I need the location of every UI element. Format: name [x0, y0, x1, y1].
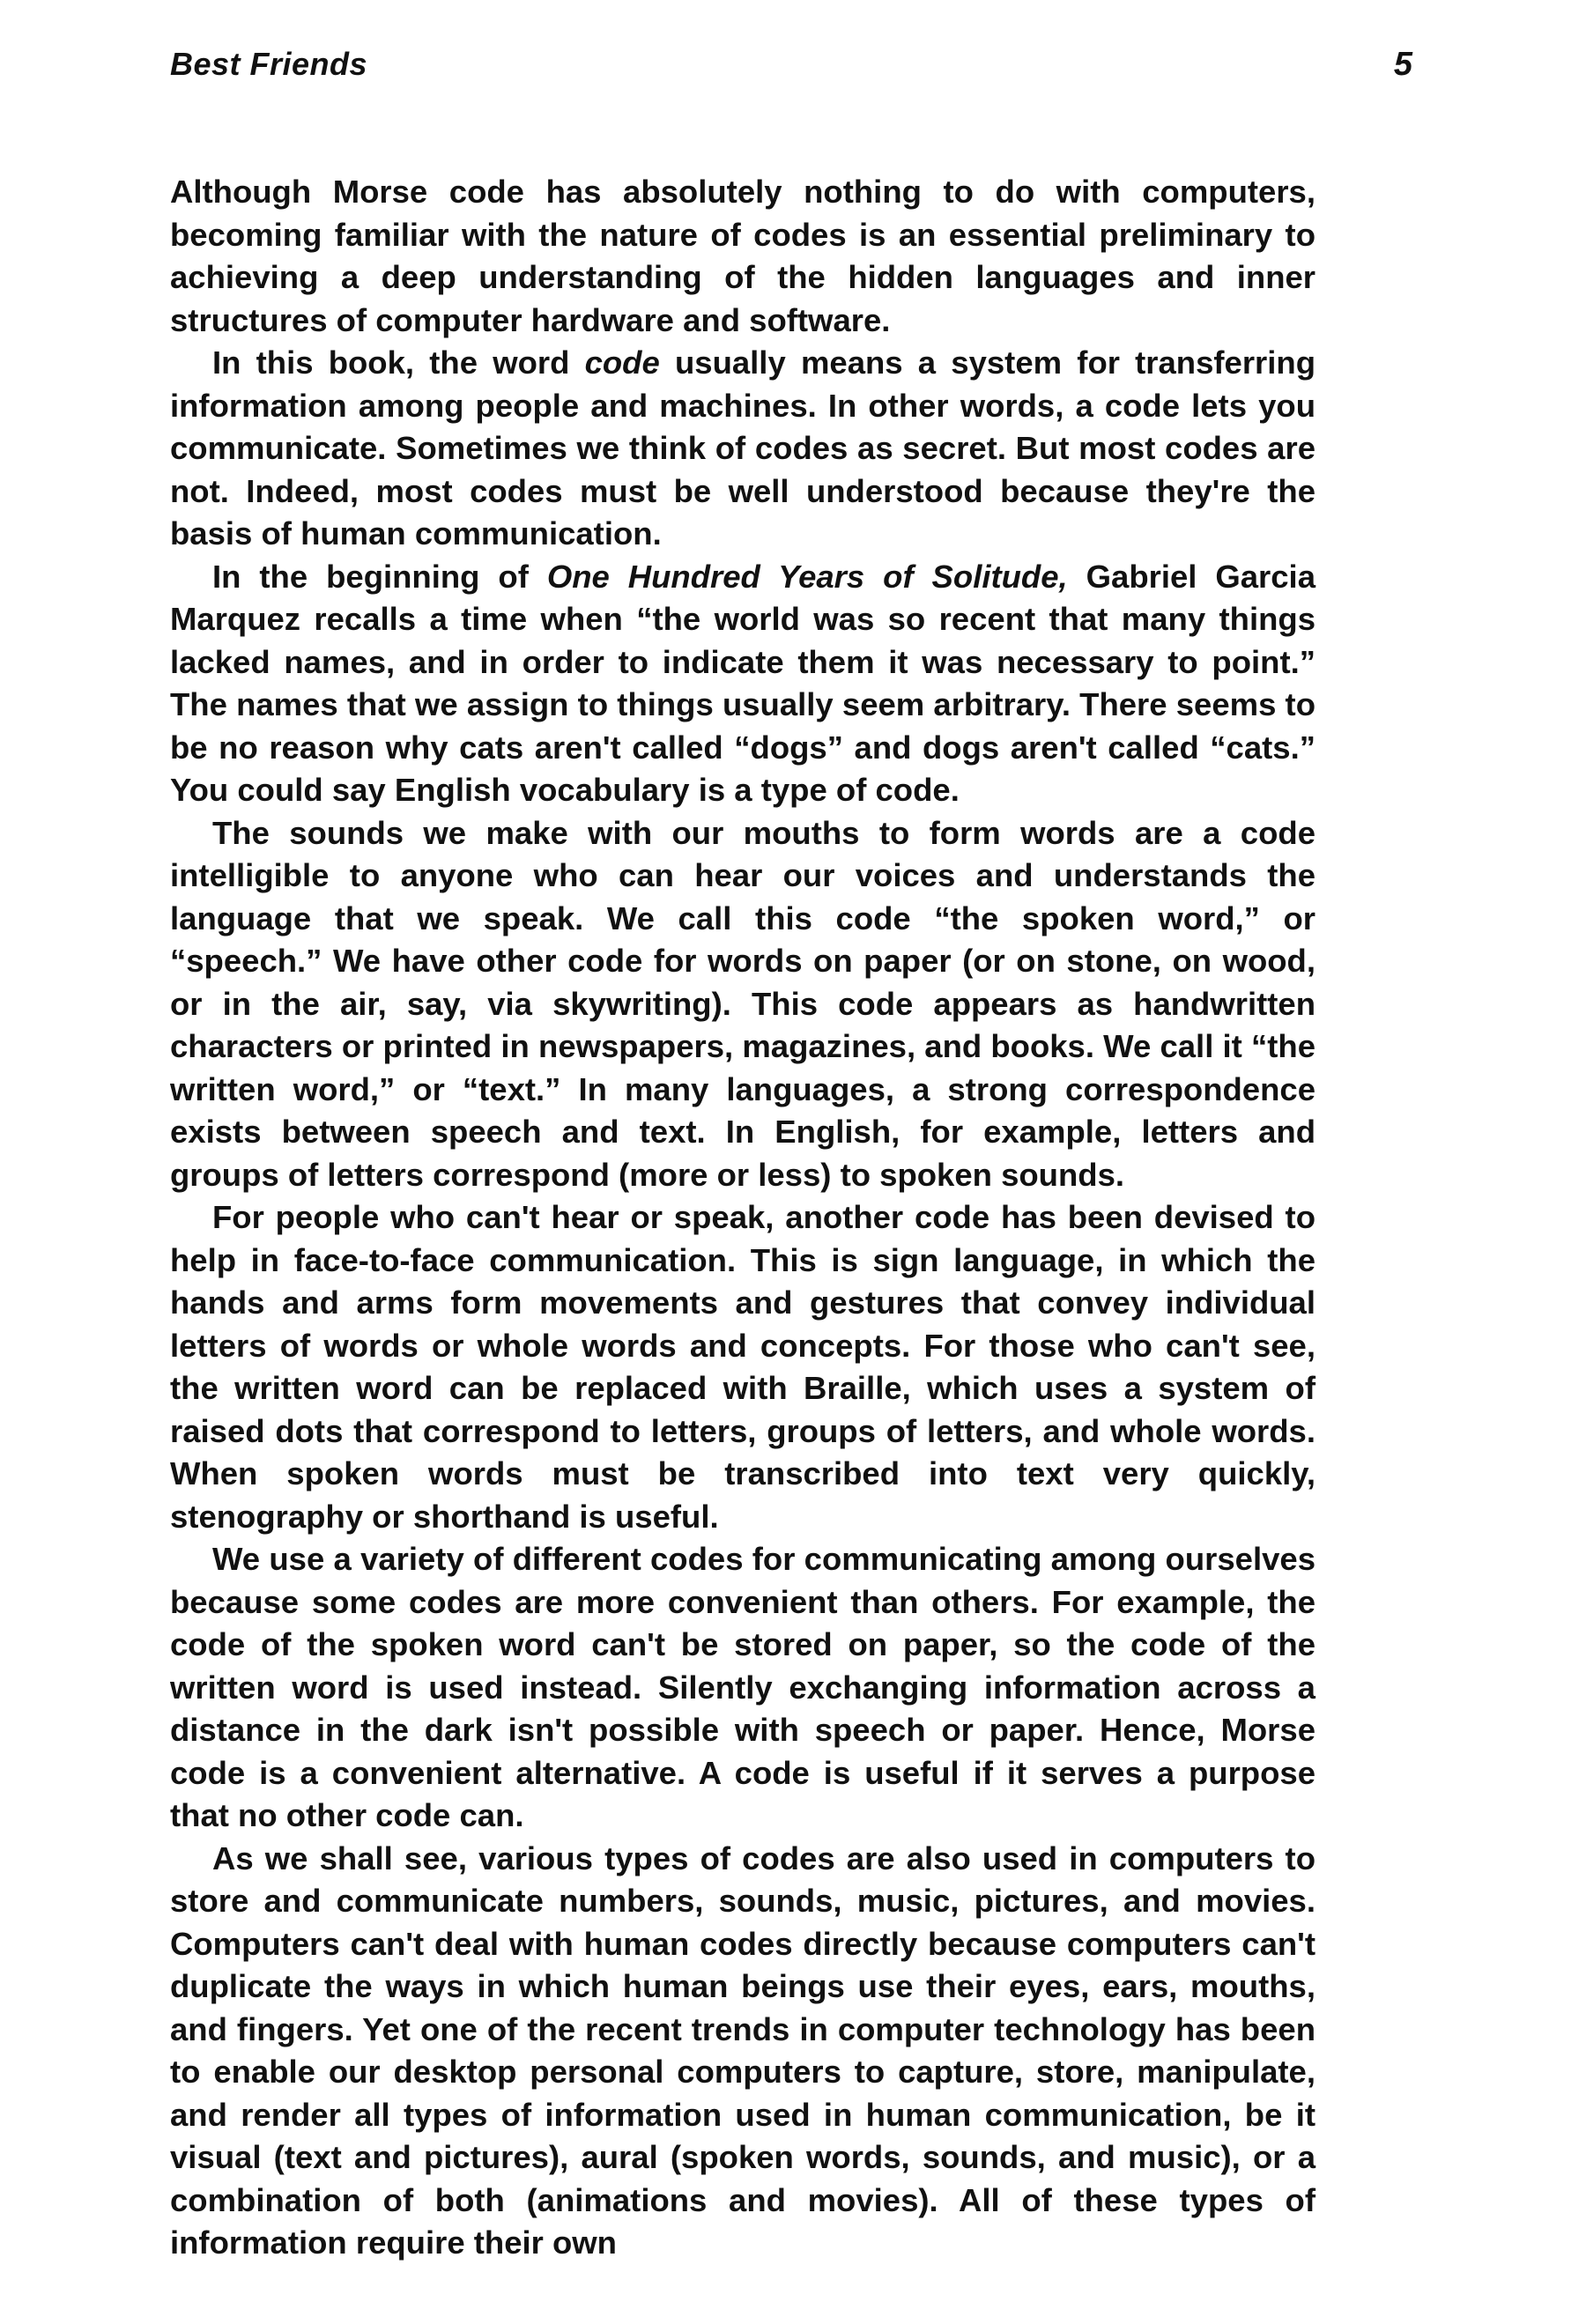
paragraph-text: Gabriel Garcia Marquez recalls a time when “the world was so recent that many things lacked names, and in order to indicate them it was necessary to point.” The names that we assign to things usually seem arbitrary. There seems to be no reason why cats aren't called “dogs” and dogs aren't called “cats.” You could say English vocabulary is a type of code.	[170, 558, 1315, 808]
page-number: 5	[1393, 46, 1412, 83]
paragraph-spoken-written: The sounds we make with our mouths to form words are a code intelligible to anyone who can hear our voices and understands the language that we speak. We call this code “the spoken word,” or “speech.” We have other code for words on paper (or on stone, on wood, or in the air, say, via skywriting). This code appears as handwritten characters or printed in newspapers, magazines, and books. We call it “the written word,” or “text.” In many languages, a strong correspondence exists between speech and text. In English, for example, letters and groups of letters correspond (more or less) to spoken sounds.	[170, 814, 1315, 1193]
paragraph-computer-codes: As we shall see, various types of codes are also used in computers to store and communicate numbers, sounds, music, pictures, and movies. Computers can't deal with human codes directly because computers can't duplicate the ways in which human beings use their eyes, ears, mouths, and fingers. Yet one of the recent trends in computer technology has been to enable our desktop personal computers to capture, store, manipulate, and render all types of information used in human communication, be it visual (text and pictures), aural (spoken words, sounds, and music), or a combination of both (animations and movies). All of these types of information require their own	[170, 1839, 1315, 2261]
running-head	[170, 46, 1412, 99]
paragraph-morse-code: Although Morse code has absolutely nothing to do with computers, becoming familiar with the nature of codes is an essential preliminary to achieving a deep understanding of the hidden languages and inner structures of computer hardware and software.	[170, 174, 1315, 338]
paragraph-text: usually means a system for transferring information among people and machines. In other words, a code lets you communicate. Sometimes we think of codes as secret. But most codes are not. Indeed, most codes must be well understood because they're the basis of human communication.	[170, 344, 1315, 551]
section-title: Best Friends	[170, 46, 368, 82]
paragraph-code-variety: We use a variety of different codes for communicating among ourselves because some codes are more convenient than others. For example, the code of the spoken word can't be stored on paper, so the code of the written word is used instead. Silently exchanging information across a distance in the dark isn't possible with speech or paper. Hence, Morse code is a convenient alternative. A code is useful if it serves a purpose that no other code can.	[170, 1541, 1315, 1833]
paragraph-code-definition	[170, 342, 1315, 556]
paragraph-text: In this book, the word	[212, 344, 585, 381]
paragraph-text: In the beginning of	[212, 558, 547, 595]
book-title: One Hundred Years of Solitude,	[546, 558, 1068, 595]
body-text	[170, 171, 1315, 2265]
paragraph-solitude	[170, 556, 1315, 812]
emphasized-term: code	[584, 344, 660, 381]
paragraph-sign-braille: For people who can't hear or speak, another code has been devised to help in face-to-face communication. This is sign language, in which the hands and arms form movements and gestures that convey individual letters of words or whole words and concepts. For those who can't see, the written word can be replaced with Braille, which uses a system of raised dots that correspond to letters, groups of letters, and whole words. When spoken words must be transcribed into text very quickly, stenography or shorthand is useful.	[170, 1199, 1315, 1535]
